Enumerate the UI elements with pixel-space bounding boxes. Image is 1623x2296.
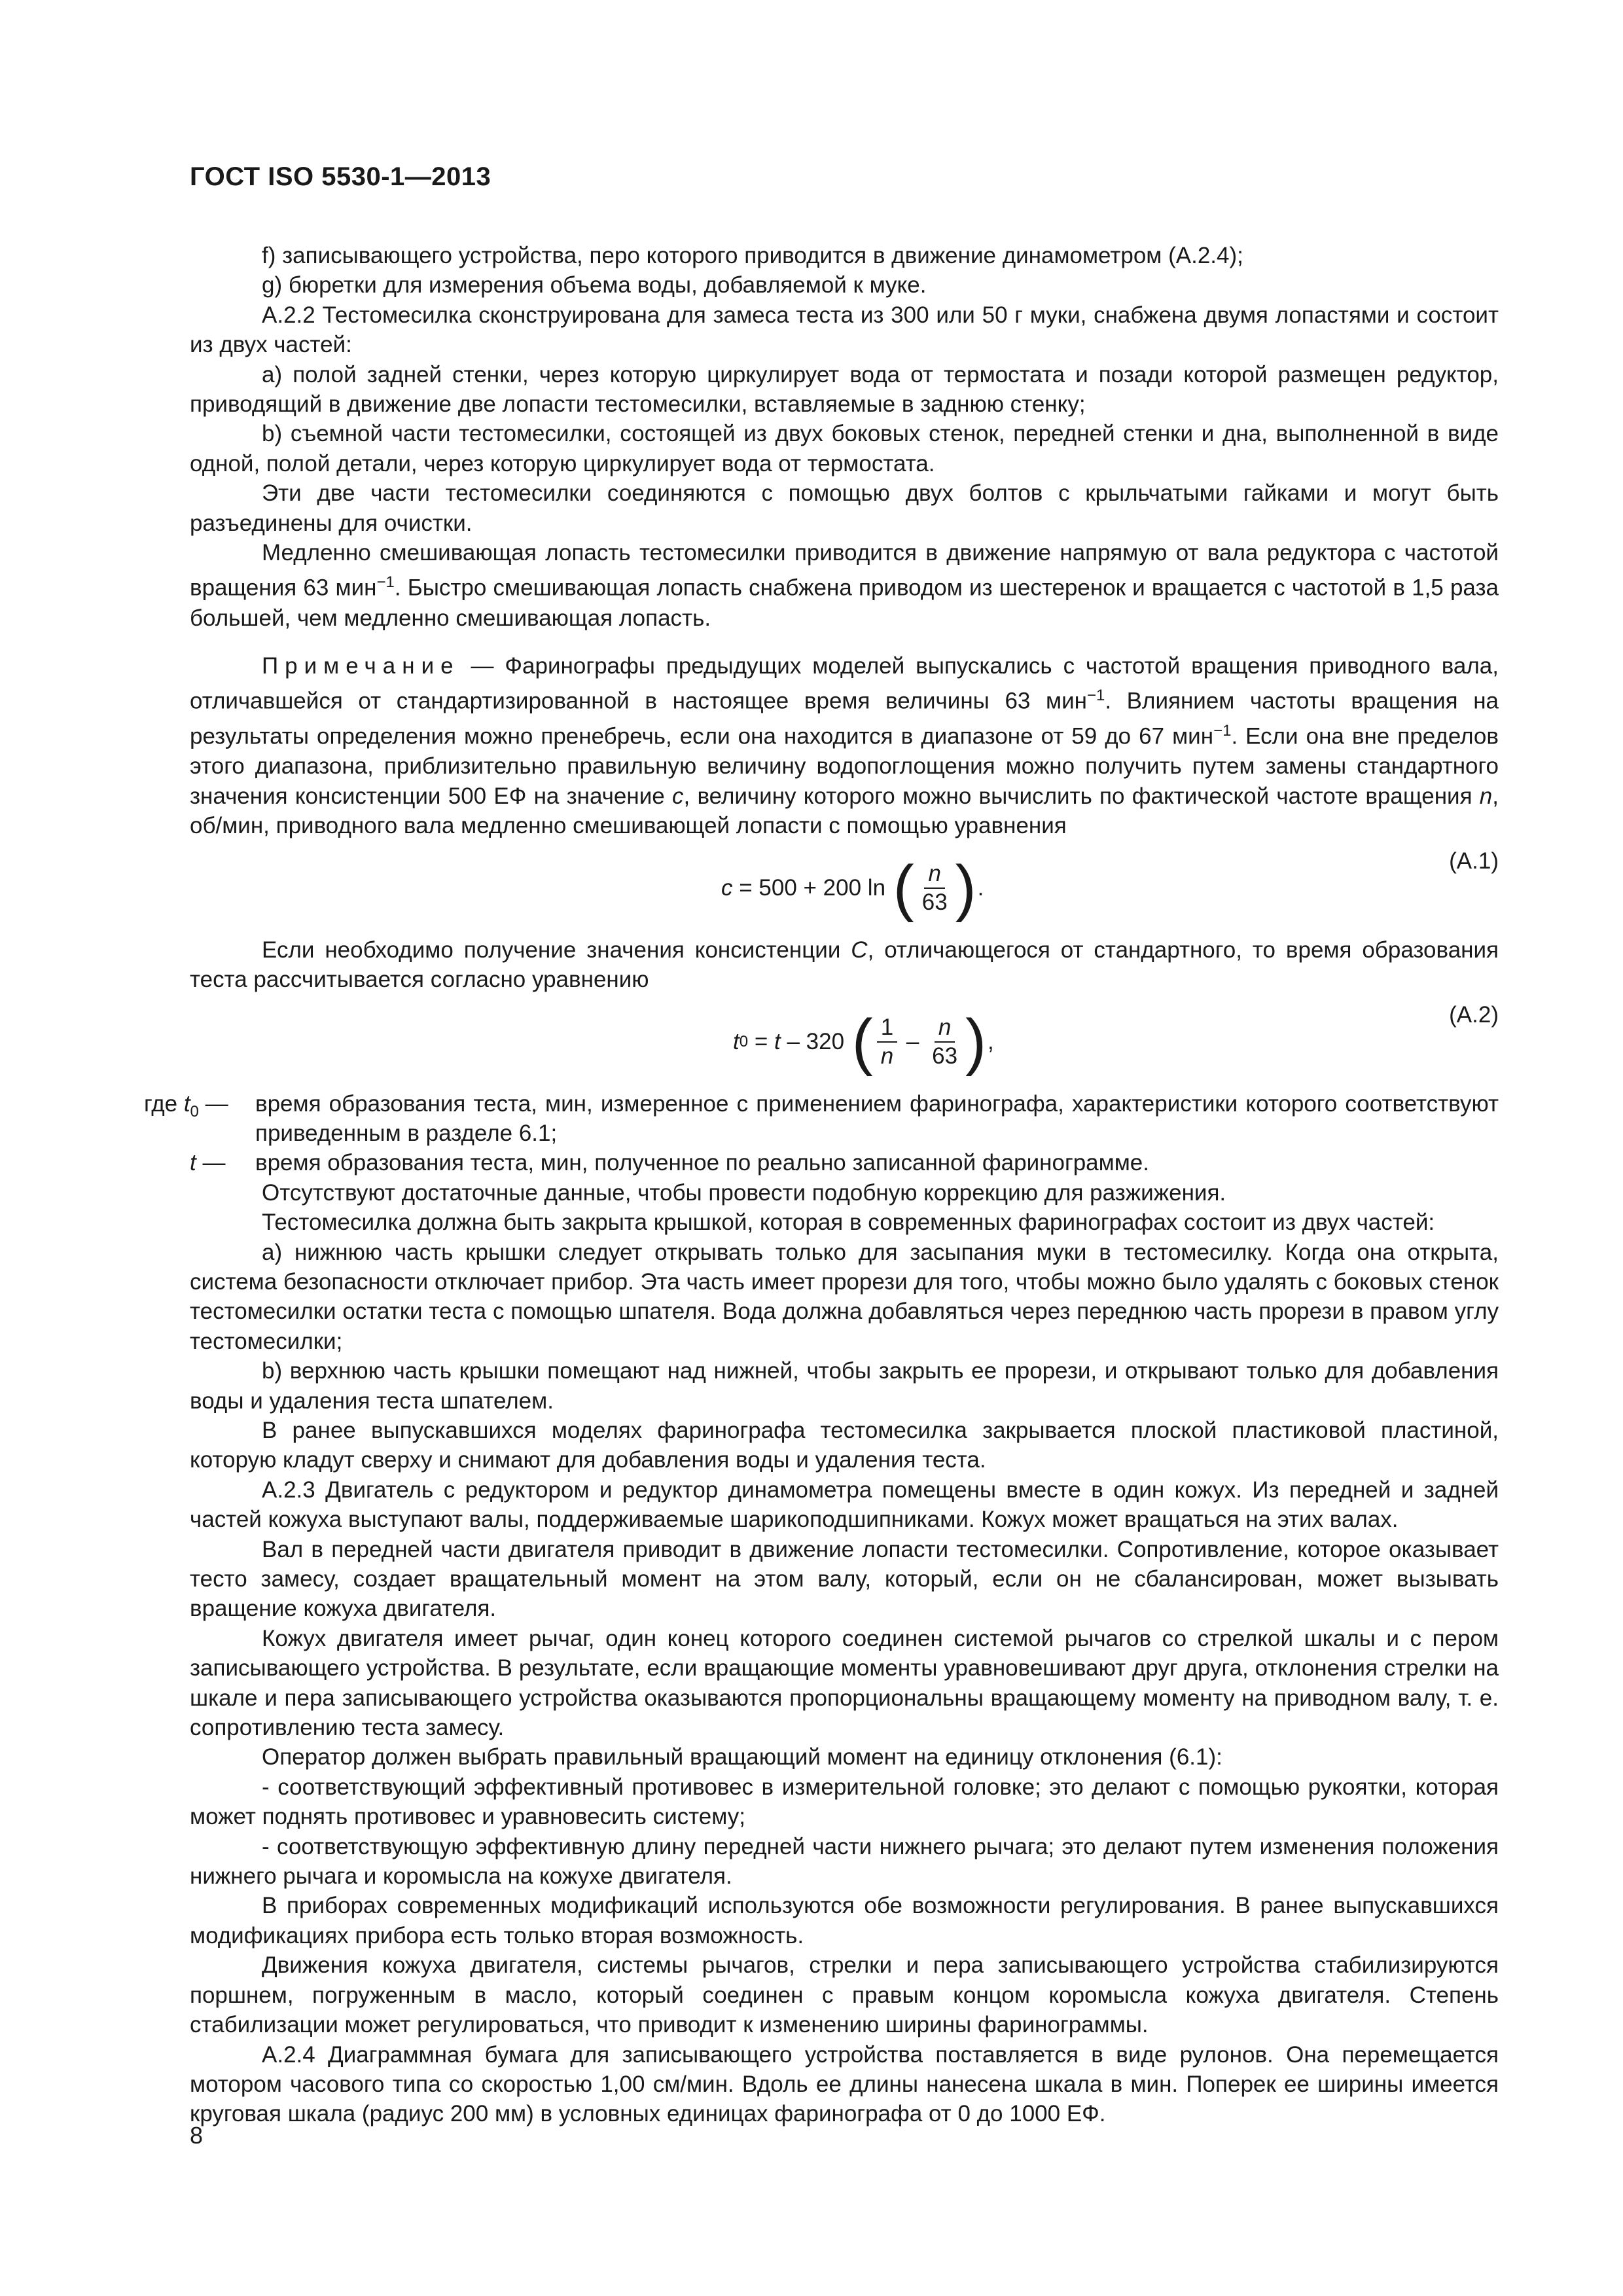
paragraph-lid: Тестомесилка должна быть закрыта крышкой, которая в современных фаринографах состоит из двух частей: xyxy=(262,1210,1435,1236)
paragraph-lid-upper: b) верхнюю часть крышки помещают над нижней, чтобы закрыть ее прорези, и открывают только для добавления воды и удаления теста шпателем. xyxy=(190,1358,1499,1414)
paragraph-consistency: Если необходимо получение значения консистенции C, отличающегося от стандартного, то время образования теста рассчитывается согласно уравнению xyxy=(190,937,1499,993)
paragraph-a23: А.2.3 Двигатель с редуктором и редуктор динамометра помещены вместе в один кожух. Из передней и задней частей кожуха выступают валы, поддерживаемые шарикоподшипниками. Кожух может вращаться на этих валах. xyxy=(190,1477,1499,1533)
paragraph-old-models: В ранее выпускавшихся моделях фаринографа тестомесилка закрывается плоской пластиковой пластиной, которую кладут сверху и снимают для добавления воды и удаления теста. xyxy=(190,1417,1499,1473)
paragraph-a24: А.2.4 Диаграммная бумага для записывающего устройства поставляется в виде рулонов. Она перемещается мотором часового типа со скоростью 1,00 см/мин. Вдоль ее длины нанесена шкала в мин. Поперек ее ширины имеется круговая шкала (радиус 200 мм) в условных единицах фаринографа от 0 до 1000 ЕФ. xyxy=(190,2041,1499,2127)
paragraph-item-g: g) бюретки для измерения объема воды, добавляемой к муке. xyxy=(262,272,927,298)
formula-a1-expression: c = 500 + 200 ln ( $\frac{n}{63}$ ) . xyxy=(721,852,984,923)
paragraph-item-a: а) полой задней стенки, через которую циркулирует вода от термостата и позади которой размещен редуктор, приводящий в движение две лопасти тестомесилки, вставляемые в заднюю стенку; xyxy=(190,361,1499,418)
definitions-list xyxy=(144,1089,1499,1178)
paragraph-parts-joined: Эти две части тестомесилки соединяются с помощью двух болтов с крыльчатыми гайками и могут быть разъединены для очистки. xyxy=(190,480,1499,536)
page-number: 8 xyxy=(190,2122,204,2149)
paragraph-insufficient-data: Отсутствуют достаточные данные, чтобы провести подобную коррекцию для разжижения. xyxy=(262,1179,1226,1206)
paragraph-modifications: В приборах современных модификаций используются обе возможности регулирования. В ранее выпускавшихся модификациях прибора есть только вторая возможность. xyxy=(190,1893,1499,1948)
paragraph-lid-lower: а) нижнюю часть крышки следует открывать только для засыпания муки в тестомесилку. Когда она открыта, система безопасности отключает прибор. Эта часть имеет прорези для того, чтобы можно было удалять с боковых стенок тестомесилки остатки теста с помощью шпателя. Вода должна добавляться через переднюю часть прорези в правом углу тестомесилки; xyxy=(190,1239,1499,1354)
paragraph-lever: Кожух двигателя имеет рычаг, один конец которого соединен системой рычагов со стрелкой шкалы и с пером записывающего устройства. В результате, если вращающие моменты уравновешивают друг друга, отклонения стрелки на шкале и пера записывающего устройства оказываются пропорциональны вращающему моменту на приводном валу, т. е. сопротивлению теста замесу. xyxy=(190,1625,1499,1741)
paragraph-a22: А.2.2 Тестомесилка сконструирована для замеса теста из 300 или 50 г муки, снабжена двумя лопастями и состоит из двух частей: xyxy=(190,302,1499,358)
document-header: ГОСТ ISO 5530-1—2013 xyxy=(190,162,491,191)
definition-t: t — время образования теста, мин, полученное по реально записанной фаринограмме. xyxy=(190,1150,1149,1176)
paragraph-operator: Оператор должен выбрать правильный вращающий момент на единицу отклонения (6.1): xyxy=(262,1744,1222,1770)
paragraph-damping: Движения кожуха двигателя, системы рычагов, стрелки и пера записывающего устройства стабилизируются поршнем, погруженным в масло, который соединен с правым концом коромысла кожуха двигателя. Степень стабилизации может регулироваться, что приводит к изменению ширины фаринограммы. xyxy=(190,1952,1499,2038)
formula-a1 xyxy=(190,846,1499,925)
formula-a2-number: (А.2) xyxy=(1449,1001,1499,1028)
note-paragraph: Примечание — Фаринографы предыдущих моделей выпускались с частотой вращения приводного вала, отличавшейся от стандартизированной в настоящее время величины 63 мин$^{-1}$. Влиянием частоты вращения на результаты определения можно пренебречь, если она находится в диапазоне от 59 до 67 мин$^{-1}$. Если она вне пределов этого диапазона, приблизительно правильную величину водопоглощения можно получить путем замены стандартного значения консистенции 500 ЕФ на значение c, величину которого можно вычислить по фактической частоте вращения n, об/мин, приводного вала медленно смешивающей лопасти с помощью уравнения xyxy=(190,653,1499,839)
definition-t0: где $t_0$ — время образования теста, мин, измеренное с применением фаринографа, характеристики которого соответствуют приведенным в разделе 6.1; xyxy=(144,1090,1499,1146)
paragraph-lower-lever: - соответствующую эффективную длину передней части нижнего рычага; это делают путем изменения положения нижнего рычага и коромысла на кожухе двигателя. xyxy=(190,1833,1499,1890)
paragraph-item-b: b) съемной части тестомесилки, состоящей из двух боковых стенок, передней стенки и дна, выполненной в виде одной, полой детали, через которую циркулирует вода от термостата. xyxy=(190,421,1499,476)
formula-a2-expression: t 0 = t – 320 ( $\frac{1}{n}$ – $\frac{n}{63}$ ) , xyxy=(733,1006,994,1077)
paragraph-counterweight: - соответствующий эффективный противовес в измерительной головке; это делают с помощью рукоятки, которая может поднять противовес и уравновесить систему; xyxy=(190,1774,1499,1830)
formula-a2 xyxy=(190,1000,1499,1079)
paragraph-item-f: f) записывающего устройства, перо которого приводится в движение динамометром (А.2.4); xyxy=(262,243,1243,268)
paragraph-shaft: Вал в передней части двигателя приводит в движение лопасти тестомесилки. Сопротивление, которое оказывает тесто замесу, создает вращательный момент на этом валу, который, если он не сбалансирован, может вызывать вращение кожуха двигателя. xyxy=(190,1536,1499,1622)
paragraph-speed: Медленно смешивающая лопасть тестомесилки приводится в движение напрямую от вала редуктора с частотой вращения 63 мин$^{-1}$. Быстро смешивающая лопасть снабжена приводом из шестеренок и вращается с частотой в 1,5 раза большей, чем медленно смешивающая лопасть. xyxy=(190,540,1499,631)
note-label: Примечание xyxy=(262,653,460,679)
page-body xyxy=(144,241,1499,2129)
formula-a1-number: (А.1) xyxy=(1449,848,1499,874)
